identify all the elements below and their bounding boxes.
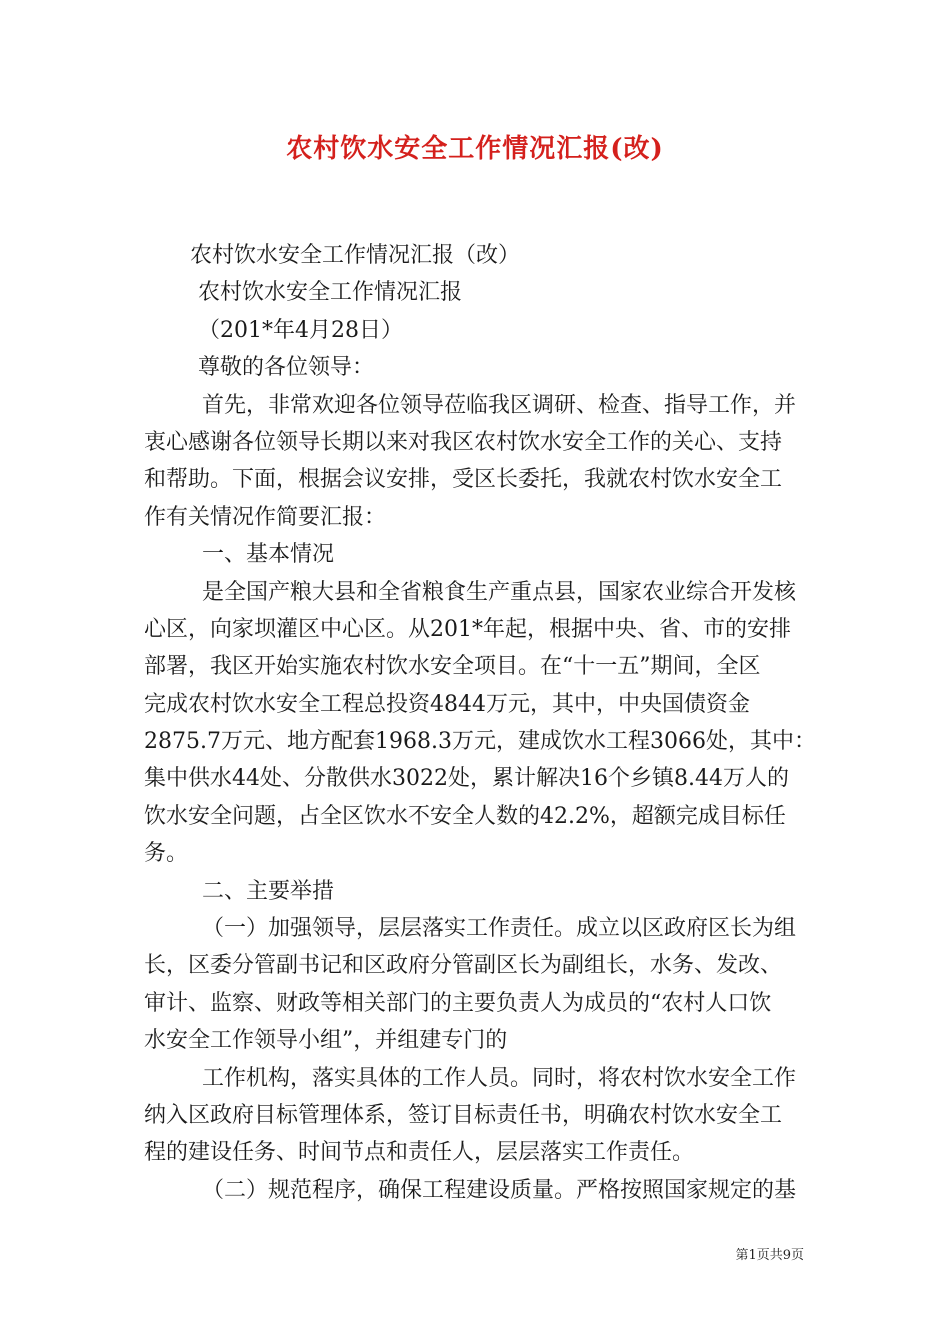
section-heading: 一、基本情况 [202,542,335,568]
paragraph-line: 作有关情况作简要汇报： [144,504,387,530]
paragraph-line: 饮水安全问题，占全区饮水不安全人数的42.2%，超额完成目标任 [144,803,786,829]
paragraph-line: 水安全工作领导小组”，并组建专门的 [144,1028,508,1054]
paragraph-line: 2875.7万元、地方配套1968.3万元，建成饮水工程3066处，其中： [144,729,816,755]
paragraph-line: 完成农村饮水安全工程总投资4844万元，其中，中央国债资金 [144,691,750,717]
document-body [144,237,816,1209]
paragraph-line: 是全国产粮大县和全省粮食生产重点县，国家农业综合开发核 [202,579,797,605]
paragraph-line: 部署，我区开始实施农村饮水安全项目。在“十一五”期间，全区 [144,654,761,680]
paragraph-line: 心区，向家坝灌区中心区。从201*年起，根据中央、省、市的安排 [144,616,791,642]
paragraph-line: 首先，非常欢迎各位领导莅临我区调研、检查、指导工作，并 [202,392,797,418]
paragraph-line: 纳入区政府目标管理体系，签订目标责任书，明确农村饮水安全工 [144,1102,783,1128]
paragraph-line: 审计、监察、财政等相关部门的主要负责人为成员的“农村人口饮 [144,990,772,1016]
page-number: 第1页共9页 [735,1248,804,1263]
paragraph-line: 长，区委分管副书记和区政府分管副区长为副组长，水务、发改、 [144,953,783,979]
paragraph-line: （201*年4月28日） [198,317,403,343]
paragraph-line: （一）加强领导，层层落实工作责任。成立以区政府区长为组 [202,916,797,942]
paragraph-line: 农村饮水安全工作情况汇报（改） [190,243,521,268]
paragraph-line: （二）规范程序，确保工程建设质量。严格按照国家规定的基 [202,1177,797,1203]
paragraph-line: 务。 [144,841,189,867]
paragraph-line: 农村饮水安全工作情况汇报 [198,280,463,306]
paragraph-line: 程的建设任务、时间节点和责任人，层层落实工作责任。 [144,1140,695,1166]
paragraph-line: 衷心感谢各位领导长期以来对我区农村饮水安全工作的关心、支持 [144,429,783,455]
section-heading: 二、主要举措 [202,878,335,904]
paragraph-line: 集中供水44处、分散供水3022处，累计解决16个乡镇8.44万人的 [144,766,789,792]
paragraph-line: 尊敬的各位领导： [198,355,375,381]
paragraph-line: 和帮助。下面，根据会议安排，受区长委托，我就农村饮水安全工 [144,467,783,493]
paragraph-line: 工作机构，落实具体的工作人员。同时，将农村饮水安全工作 [202,1065,797,1091]
document-title: 农村饮水安全工作情况汇报(改) [286,134,664,164]
